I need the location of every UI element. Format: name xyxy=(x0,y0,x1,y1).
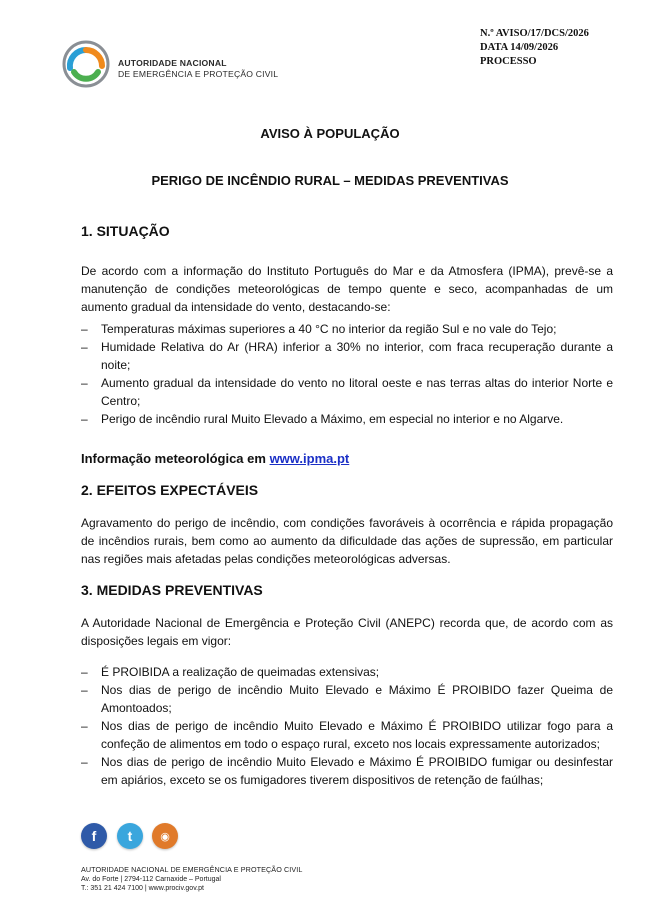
facebook-glyph: f xyxy=(91,828,97,844)
section-3-heading: 3. MEDIDAS PREVENTIVAS xyxy=(81,582,263,598)
document-meta xyxy=(480,27,589,69)
list-item xyxy=(81,717,613,753)
dash-bullet: – xyxy=(81,719,88,733)
list-item-text: Temperaturas máximas superiores a 40 °C no interior da região Sul e no vale do Tejo; xyxy=(101,322,557,336)
ipma-link[interactable]: www.ipma.pt xyxy=(269,451,350,466)
rss-glyph: ◉ xyxy=(160,830,170,843)
list-item xyxy=(81,681,613,717)
meta-process: PROCESSO xyxy=(480,56,537,67)
dash-bullet: – xyxy=(81,376,88,390)
list-item-text: Perigo de incêndio rural Muito Elevado a Máximo, em especial no interior e no Algarve. xyxy=(101,412,564,426)
section-2-heading: 2. EFEITOS EXPECTÁVEIS xyxy=(81,482,259,498)
meta-date: DATA 14/09/2026 xyxy=(480,42,559,53)
list-item-text: É PROIBIDA a realização de queimadas extensivas; xyxy=(101,665,380,679)
section-3-list xyxy=(81,663,613,789)
twitter-glyph: t xyxy=(127,828,133,844)
section-1-list xyxy=(81,320,613,428)
org-name-line2: DE EMERGÊNCIA E PROTEÇÃO CIVIL xyxy=(118,69,279,79)
dash-bullet: – xyxy=(81,665,88,679)
list-item xyxy=(81,663,613,681)
section-2-text: Agravamento do perigo de incêndio, com condições favoráveis à ocorrência e rápida propagação de incêndios rurais, bem como ao aumento da dificuldade das ações de supressão, em particular nas regiões mais afetadas pelas condições meteorológicas adversas. xyxy=(81,516,613,566)
section-1-heading: 1. SITUAÇÃO xyxy=(81,223,170,239)
dash-bullet: – xyxy=(81,755,88,769)
list-item xyxy=(81,374,613,410)
weather-info-label: Informação meteorológica em xyxy=(81,451,270,466)
footer xyxy=(81,865,302,894)
list-item-text: Nos dias de perigo de incêndio Muito Elevado e Máximo É PROIBIDO fazer Queima de Amontoados; xyxy=(101,683,613,715)
document-subtitle: PERIGO DE INCÊNDIO RURAL – MEDIDAS PREVENTIVAS xyxy=(151,173,509,188)
dash-bullet: – xyxy=(81,683,88,697)
facebook-icon[interactable] xyxy=(81,823,107,849)
list-item xyxy=(81,410,613,428)
list-item xyxy=(81,338,613,374)
weather-info-line xyxy=(81,451,349,466)
document-title: AVISO À POPULAÇÃO xyxy=(260,126,400,141)
list-item-text: Humidade Relativa do Ar (HRA) inferior a 30% no interior, com fraca recuperação durante a noite; xyxy=(101,340,613,372)
section-1-intro: De acordo com a informação do Instituto Português do Mar e da Atmosfera (IPMA), prevê-se a manutenção de condições meteorológicas de tempo quente e seco, acompanhadas de um aumento gradual da intensidade do vento, destacando-se: xyxy=(81,264,613,314)
org-name-line1: AUTORIDADE NACIONAL xyxy=(118,58,227,68)
list-item xyxy=(81,320,613,338)
rss-icon[interactable] xyxy=(152,823,178,849)
dash-bullet: – xyxy=(81,412,88,426)
list-item xyxy=(81,753,613,789)
org-name xyxy=(118,58,278,80)
list-item-text: Nos dias de perigo de incêndio Muito Elevado e Máximo É PROIBIDO utilizar fogo para a confeção de alimentos em todo o espaço rural, exceto nos locais expressamente autorizados; xyxy=(101,719,613,751)
anepc-logo-icon xyxy=(60,38,112,90)
dash-bullet: – xyxy=(81,322,88,336)
meta-number: N.º AVISO/17/DCS/2026 xyxy=(480,28,589,39)
footer-address: Av. do Forte | 2794-112 Carnaxide – Portugal xyxy=(81,875,221,883)
dash-bullet: – xyxy=(81,340,88,354)
footer-org: AUTORIDADE NACIONAL DE EMERGÊNCIA E PROTEÇÃO CIVIL xyxy=(81,865,303,874)
list-item-text: Aumento gradual da intensidade do vento no litoral oeste e nas terras altas do interior Norte e Centro; xyxy=(101,376,613,408)
list-item-text: Nos dias de perigo de incêndio Muito Elevado e Máximo É PROIBIDO fumigar ou desinfestar em apiários, exceto se os fumigadores tiverem dispositivos de retenção de faúlhas; xyxy=(101,755,613,787)
twitter-icon[interactable] xyxy=(117,823,143,849)
footer-contact: T.: 351 21 424 7100 | www.prociv.gov.pt xyxy=(81,885,204,892)
section-3-intro: A Autoridade Nacional de Emergência e Proteção Civil (ANEPC) recorda que, de acordo com as disposições legais em vigor: xyxy=(81,616,613,648)
